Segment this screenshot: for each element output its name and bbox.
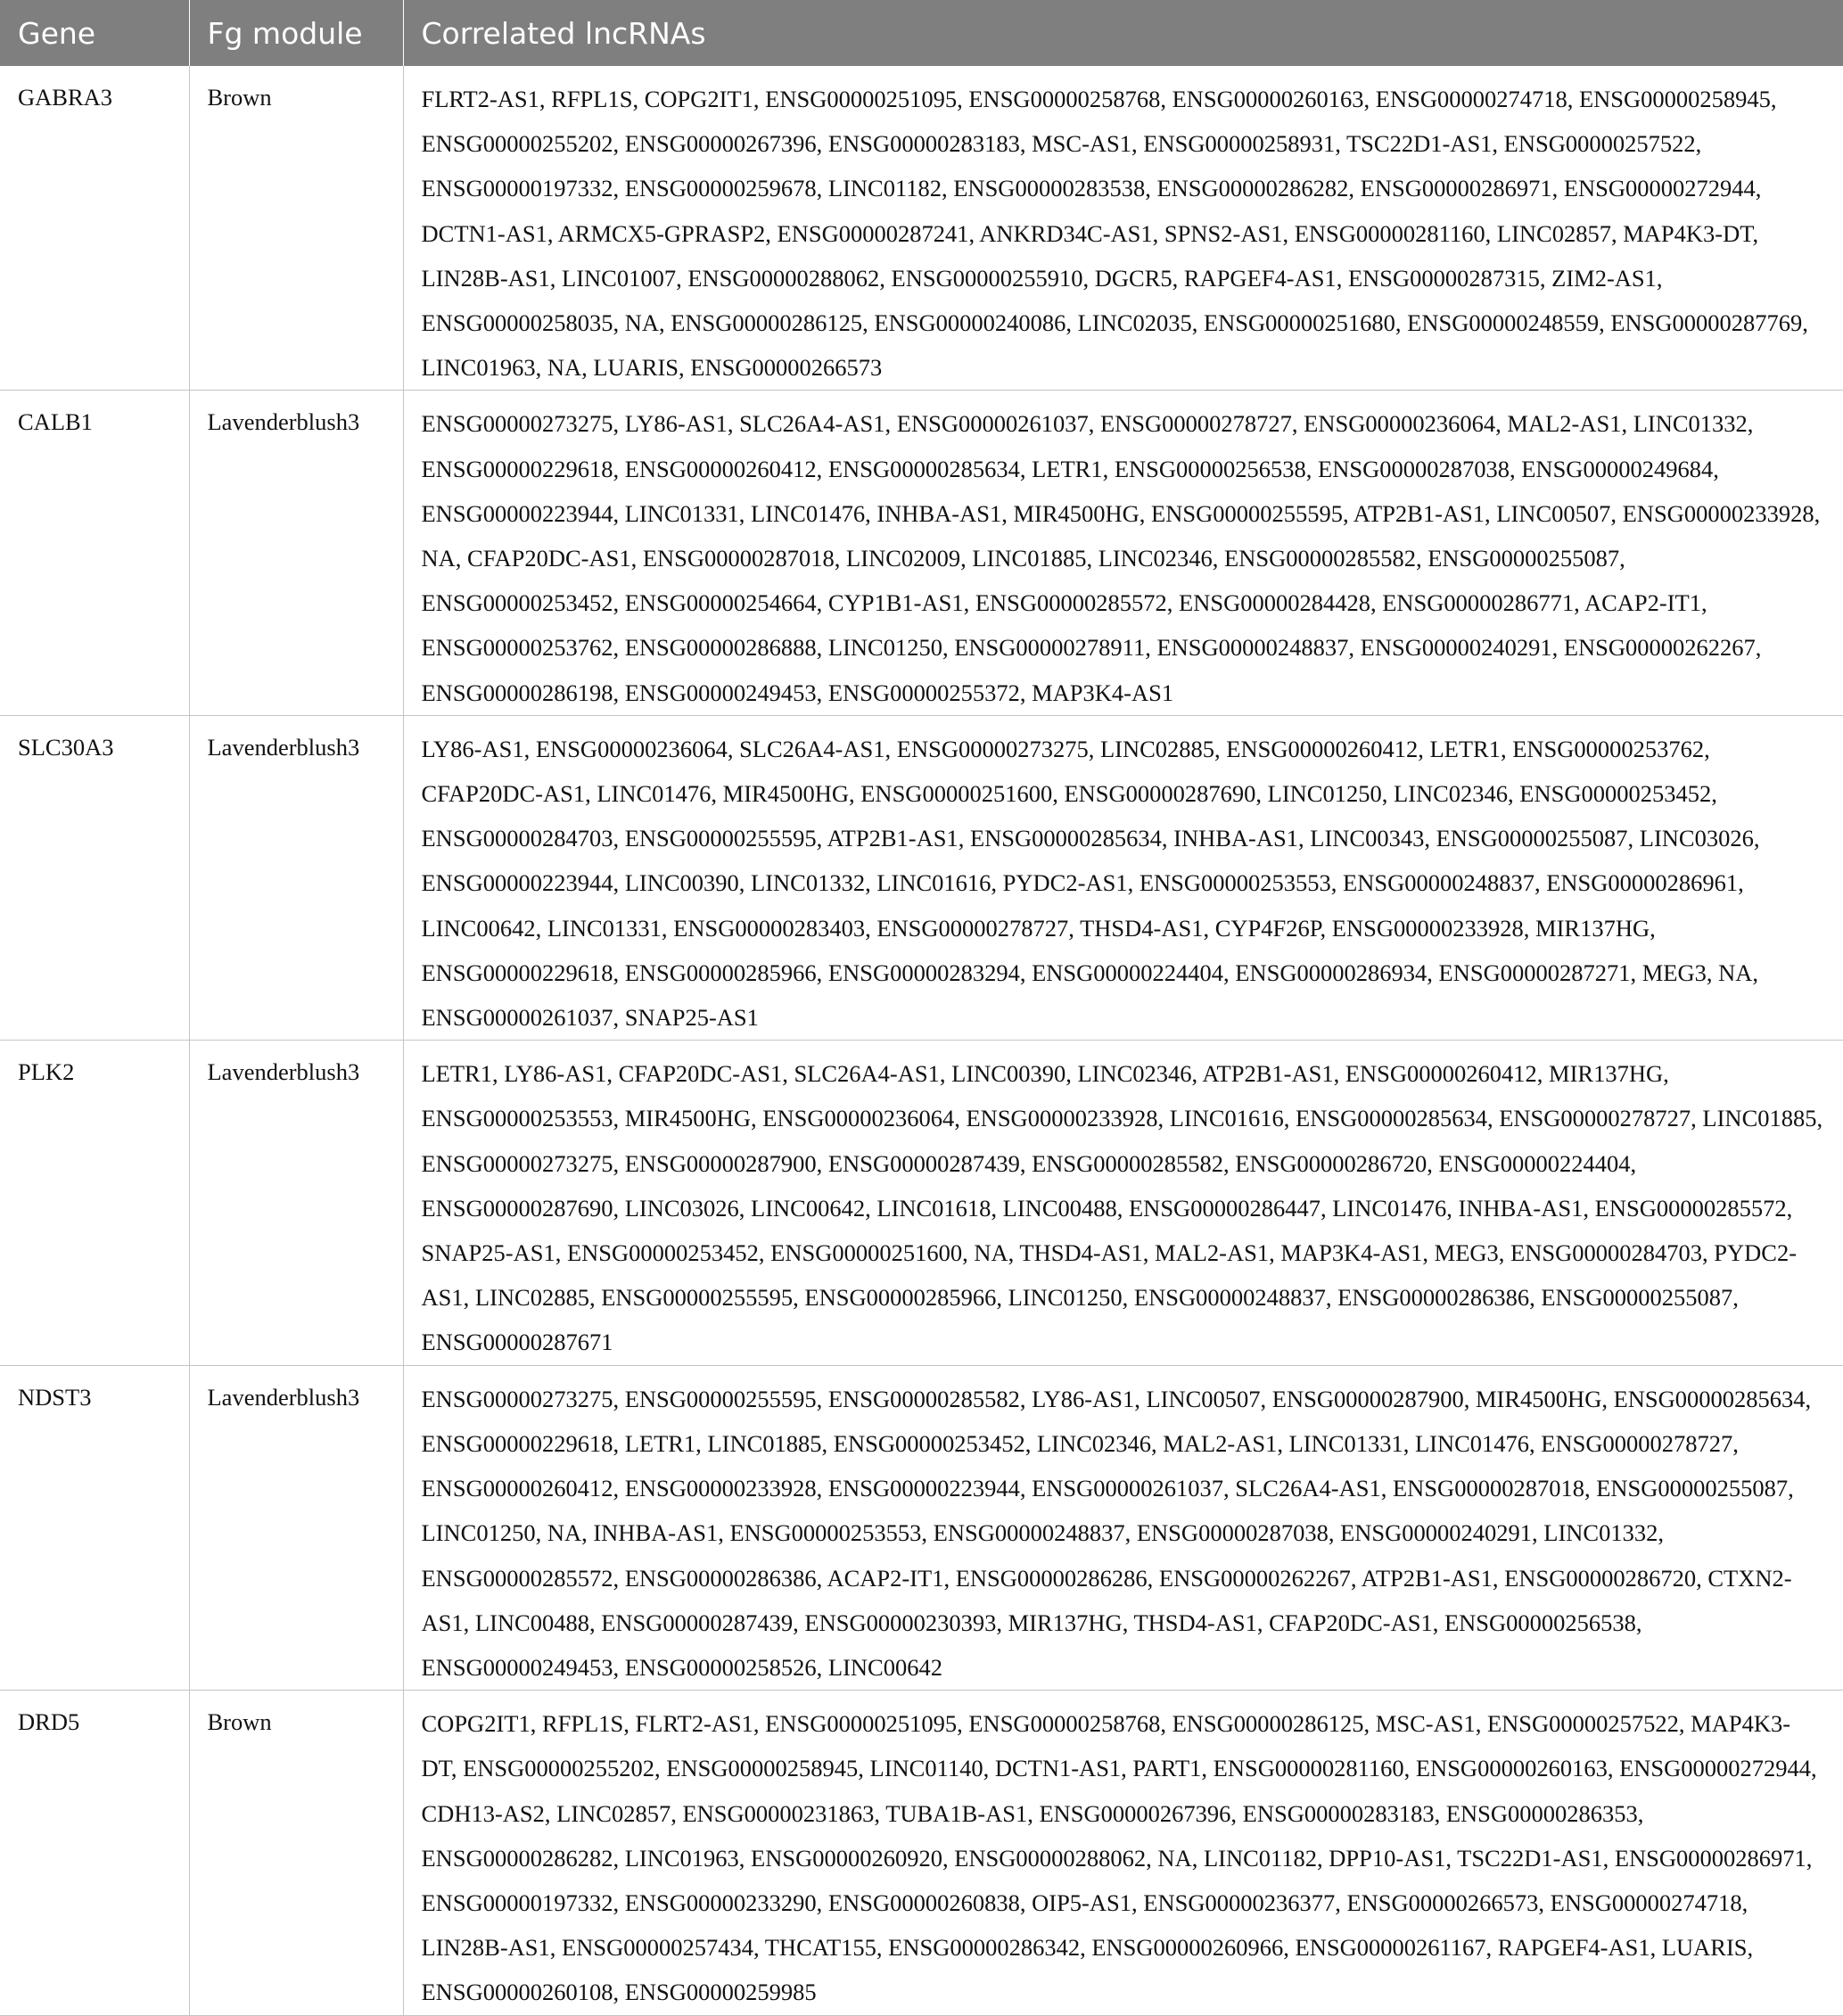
lncrnas-cell: FLRT2-AS1, RFPL1S, COPG2IT1, ENSG00000251095, ENSG00000258768, ENSG00000260163, ENSG00000274718, ENSG00000258945, ENSG00000255202, ENSG00000267396, ENSG00000283183, MSC-AS1, ENSG00000258931, TSC22D1-AS1, ENSG00000257522, ENSG00000197332, ENSG00000259678, LINC01182, ENSG00000283538, ENSG00000286282, ENSG00000286971, ENSG00000272944, DCTN1-AS1, ARMCX5-GPRASP2, ENSG00000287241, ANKRD34C-AS1, SPNS2-AS1, ENSG00000281160, LINC02857, MAP4K3-DT, LIN28B-AS1, LINC01007, ENSG00000288062, ENSG00000255910, DGCR5, RAPGEF4-AS1, ENSG00000287315, ZIM2-AS1, ENSG00000258035, NA, ENSG00000286125, ENSG00000240086, LINC02035, ENSG00000251680, ENSG00000248559, ENSG00000287769, LINC01963, NA, LUARIS, ENSG00000266573 <box>403 66 1843 391</box>
lncrnas-cell: LY86-AS1, ENSG00000236064, SLC26A4-AS1, ENSG00000273275, LINC02885, ENSG00000260412, LETR1, ENSG00000253762, CFAP20DC-AS1, LINC01476, MIR4500HG, ENSG00000251600, ENSG00000287690, LINC01250, LINC02346, ENSG00000253452, ENSG00000284703, ENSG00000255595, ATP2B1-AS1, ENSG00000285634, INHBA-AS1, LINC00343, ENSG00000255087, LINC03026, ENSG00000223944, LINC00390, LINC01332, LINC01616, PYDC2-AS1, ENSG00000253553, ENSG00000248837, ENSG00000286961, LINC00642, LINC01331, ENSG00000283403, ENSG00000278727, THSD4-AS1, CYP4F26P, ENSG00000233928, MIR137HG, ENSG00000229618, ENSG00000285966, ENSG00000283294, ENSG00000224404, ENSG00000286934, ENSG00000287271, MEG3, NA, ENSG00000261037, SNAP25-AS1 <box>403 715 1843 1040</box>
table-row <box>0 66 1843 391</box>
table-body <box>0 66 1843 2015</box>
header-fg-module: Fg module <box>189 0 403 66</box>
gene-cell: SLC30A3 <box>0 715 189 1040</box>
module-cell: Lavenderblush3 <box>189 1365 403 1690</box>
table-row <box>0 391 1843 715</box>
gene-cell: DRD5 <box>0 1691 189 2015</box>
gene-cell: NDST3 <box>0 1365 189 1690</box>
lncrnas-cell: LETR1, LY86-AS1, CFAP20DC-AS1, SLC26A4-AS1, LINC00390, LINC02346, ATP2B1-AS1, ENSG00000260412, MIR137HG, ENSG00000253553, MIR4500HG, ENSG00000236064, ENSG00000233928, LINC01616, ENSG00000285634, ENSG00000278727, LINC01885, ENSG00000273275, ENSG00000287900, ENSG00000287439, ENSG00000285582, ENSG00000286720, ENSG00000224404, ENSG00000287690, LINC03026, LINC00642, LINC01618, LINC00488, ENSG00000286447, LINC01476, INHBA-AS1, ENSG00000285572, SNAP25-AS1, ENSG00000253452, ENSG00000251600, NA, THSD4-AS1, MAL2-AS1, MAP3K4-AS1, MEG3, ENSG00000284703, PYDC2-AS1, LINC02885, ENSG00000255595, ENSG00000285966, LINC01250, ENSG00000248837, ENSG00000286386, ENSG00000255087, ENSG00000287671 <box>403 1041 1843 1365</box>
gene-cell: GABRA3 <box>0 66 189 391</box>
table-header <box>0 0 1843 66</box>
table-row <box>0 715 1843 1040</box>
lncrnas-cell: ENSG00000273275, ENSG00000255595, ENSG00000285582, LY86-AS1, LINC00507, ENSG00000287900, MIR4500HG, ENSG00000285634, ENSG00000229618, LETR1, LINC01885, ENSG00000253452, LINC02346, MAL2-AS1, LINC01331, LINC01476, ENSG00000278727, ENSG00000260412, ENSG00000233928, ENSG00000223944, ENSG00000261037, SLC26A4-AS1, ENSG00000287018, ENSG00000255087, LINC01250, NA, INHBA-AS1, ENSG00000253553, ENSG00000248837, ENSG00000287038, ENSG00000240291, LINC01332, ENSG00000285572, ENSG00000286386, ACAP2-IT1, ENSG00000286286, ENSG00000262267, ATP2B1-AS1, ENSG00000286720, CTXN2-AS1, LINC00488, ENSG00000287439, ENSG00000230393, MIR137HG, THSD4-AS1, CFAP20DC-AS1, ENSG00000256538, ENSG00000249453, ENSG00000258526, LINC00642 <box>403 1365 1843 1690</box>
header-row <box>0 0 1843 66</box>
lncrnas-cell: ENSG00000273275, LY86-AS1, SLC26A4-AS1, ENSG00000261037, ENSG00000278727, ENSG00000236064, MAL2-AS1, LINC01332, ENSG00000229618, ENSG00000260412, ENSG00000285634, LETR1, ENSG00000256538, ENSG00000287038, ENSG00000249684, ENSG00000223944, LINC01331, LINC01476, INHBA-AS1, MIR4500HG, ENSG00000255595, ATP2B1-AS1, LINC00507, ENSG00000233928, NA, CFAP20DC-AS1, ENSG00000287018, LINC02009, LINC01885, LINC02346, ENSG00000285582, ENSG00000255087, ENSG00000253452, ENSG00000254664, CYP1B1-AS1, ENSG00000285572, ENSG00000284428, ENSG00000286771, ACAP2-IT1, ENSG00000253762, ENSG00000286888, LINC01250, ENSG00000278911, ENSG00000248837, ENSG00000240291, ENSG00000262267, ENSG00000286198, ENSG00000249453, ENSG00000255372, MAP3K4-AS1 <box>403 391 1843 715</box>
module-cell: Brown <box>189 66 403 391</box>
header-gene: Gene <box>0 0 189 66</box>
module-cell: Lavenderblush3 <box>189 391 403 715</box>
module-cell: Brown <box>189 1691 403 2015</box>
gene-cell: PLK2 <box>0 1041 189 1365</box>
table-row <box>0 1691 1843 2015</box>
table-row <box>0 1041 1843 1365</box>
gene-cell: CALB1 <box>0 391 189 715</box>
module-cell: Lavenderblush3 <box>189 715 403 1040</box>
table-row <box>0 1365 1843 1690</box>
module-cell: Lavenderblush3 <box>189 1041 403 1365</box>
lncrnas-cell: COPG2IT1, RFPL1S, FLRT2-AS1, ENSG00000251095, ENSG00000258768, ENSG00000286125, MSC-AS1, ENSG00000257522, MAP4K3-DT, ENSG00000255202, ENSG00000258945, LINC01140, DCTN1-AS1, PART1, ENSG00000281160, ENSG00000260163, ENSG00000272944, CDH13-AS2, LINC02857, ENSG00000231863, TUBA1B-AS1, ENSG00000267396, ENSG00000283183, ENSG00000286353, ENSG00000286282, LINC01963, ENSG00000260920, ENSG00000288062, NA, LINC01182, DPP10-AS1, TSC22D1-AS1, ENSG00000286971, ENSG00000197332, ENSG00000233290, ENSG00000260838, OIP5-AS1, ENSG00000236377, ENSG00000266573, ENSG00000274718, LIN28B-AS1, ENSG00000257434, THCAT155, ENSG00000286342, ENSG00000260966, ENSG00000261167, RAPGEF4-AS1, LUARIS, ENSG00000260108, ENSG00000259985 <box>403 1691 1843 2015</box>
header-correlated-lncrnas: Correlated lncRNAs <box>403 0 1843 66</box>
